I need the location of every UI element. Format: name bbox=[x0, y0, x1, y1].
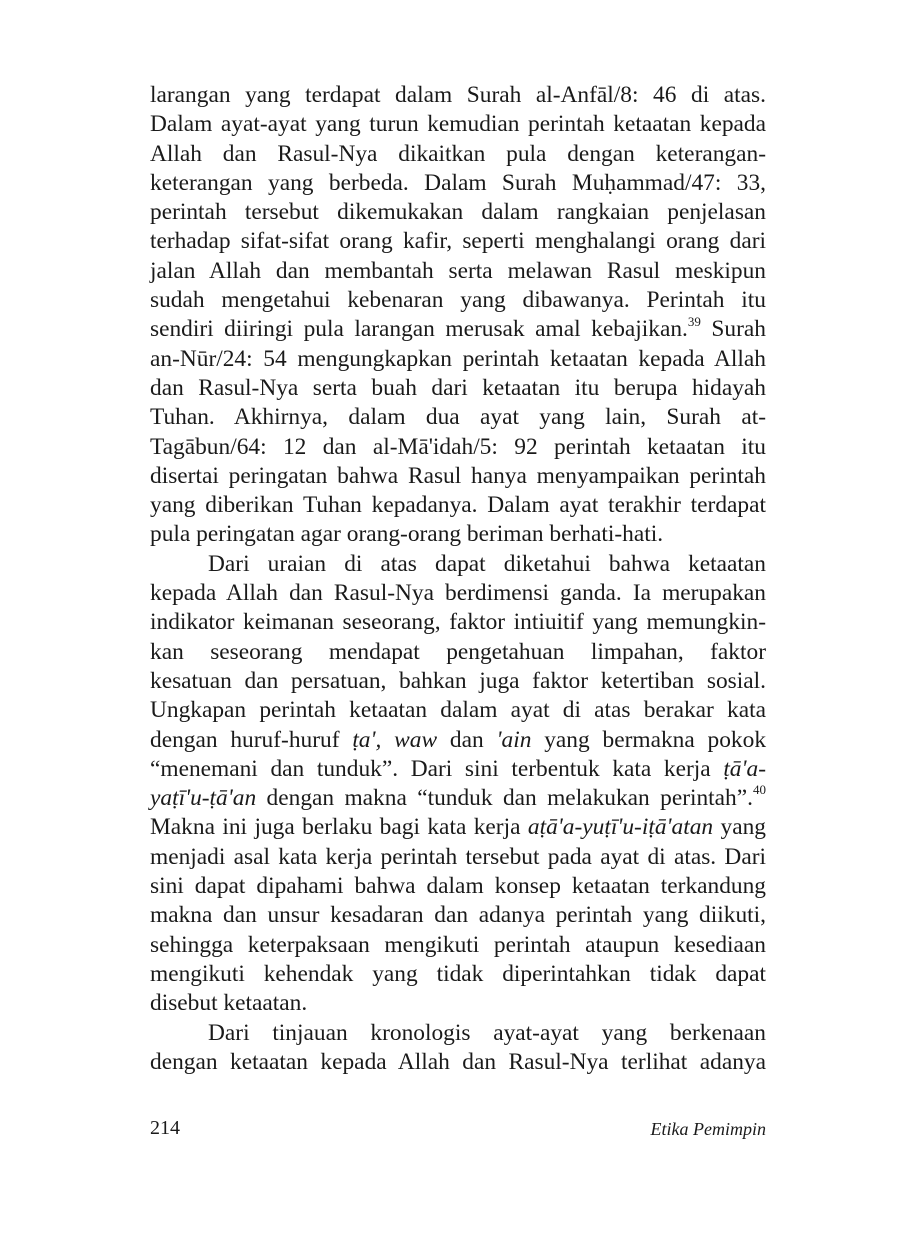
transliteration: aṭā'a-yuṭī'u-iṭā'atan bbox=[527, 814, 714, 841]
text-line: kan seseorang mendapat pengetahuan limpahan, faktor bbox=[150, 638, 766, 665]
text-line: sehingga keterpaksaan mengikuti perintah ataupun kesediaan bbox=[150, 931, 766, 958]
text-line: Dari tinjauan kronologis ayat-ayat yang berkenaan bbox=[208, 1019, 766, 1046]
text-line: jalan Allah dan membantah serta melawan Rasul meskipun bbox=[150, 257, 766, 284]
text-line: Ungkapan perintah ketaatan dalam ayat di atas berakar kata bbox=[150, 697, 766, 724]
text-line: Dalam ayat-ayat yang turun kemudian perintah ketaatan kepada bbox=[150, 111, 766, 138]
text-segment: yang bbox=[713, 814, 766, 841]
text-line bbox=[150, 315, 766, 344]
text-segment: “menemani dan tunduk”. Dari sini terbentuk kata kerja bbox=[150, 755, 724, 782]
text-segment: yang bermakna pokok bbox=[531, 726, 767, 753]
text-line: makna dan unsur kesadaran dan adanya perintah yang diikuti, bbox=[150, 902, 766, 929]
text-line: dengan ketaatan kepada Allah dan Rasul-Nya terlihat adanya bbox=[150, 1048, 766, 1075]
body-text bbox=[150, 81, 766, 1077]
text-line: pula peringatan agar orang-orang beriman berhati-hati. bbox=[150, 521, 664, 548]
transliteration: yaṭī'u-ṭā'an bbox=[150, 785, 257, 812]
text-line bbox=[150, 784, 766, 813]
text-line: yang diberikan Tuhan kepadanya. Dalam ayat terakhir terdapat bbox=[150, 492, 766, 519]
text-segment: Makna ini juga berlaku bagi kata kerja bbox=[150, 814, 528, 841]
text-segment: sendiri diiringi pula larangan merusak amal kebajikan. bbox=[150, 316, 688, 343]
text-line: disertai peringatan bahwa Rasul hanya menyampaikan perintah bbox=[150, 462, 766, 489]
text-line: Tagābun/64: 12 dan al-Mā'idah/5: 92 perintah ketaatan itu bbox=[150, 433, 766, 460]
text-line: disebut ketaatan. bbox=[150, 990, 308, 1017]
text-line: an-Nūr/24: 54 mengungkapkan perintah ketaatan kepada Allah bbox=[150, 345, 766, 372]
text-line: Allah dan Rasul-Nya dikaitkan pula dengan keterangan- bbox=[150, 140, 766, 167]
text-segment: dan bbox=[437, 726, 497, 753]
text-line bbox=[150, 726, 766, 755]
transliteration: 'ain bbox=[496, 726, 532, 753]
text-line: sudah mengetahui kebenaran yang dibawanya. Perintah itu bbox=[150, 287, 766, 314]
text-segment: Surah bbox=[700, 316, 766, 343]
running-title: Etika Pemimpin bbox=[650, 1119, 766, 1139]
page-number: 214 bbox=[150, 1117, 180, 1139]
footnote-marker: 39 bbox=[687, 313, 701, 329]
text-line: keterangan yang berbeda. Dalam Surah Muḥammad/47: 33, bbox=[150, 169, 766, 196]
text-segment: dengan makna “tunduk dan melakukan perintah”. bbox=[256, 785, 753, 812]
text-line: larangan yang terdapat dalam Surah al-Anfāl/8: 46 di atas. bbox=[150, 82, 766, 108]
text-line: menjadi asal kata kerja perintah tersebut pada ayat di atas. Dari bbox=[150, 843, 766, 870]
text-line: mengikuti kehendak yang tidak diperintahkan tidak dapat bbox=[150, 960, 766, 987]
text-line: sini dapat dipahami bahwa dalam konsep ketaatan terkandung bbox=[150, 873, 766, 900]
text-line: Tuhan. Akhirnya, dalam dua ayat yang lain, Surah at- bbox=[150, 404, 766, 431]
text-line: kepada Allah dan Rasul-Nya berdimensi ganda. Ia merupakan bbox=[150, 580, 766, 607]
footnote-marker: 40 bbox=[753, 782, 766, 798]
text-line bbox=[150, 755, 766, 784]
transliteration: ṭa', waw bbox=[352, 726, 438, 753]
text-line: indikator keimanan seseorang, faktor intiuitif yang memungkin- bbox=[150, 609, 766, 636]
text-line bbox=[150, 813, 766, 842]
text-line: terhadap sifat-sifat orang kafir, seperti menghalangi orang dari bbox=[150, 228, 766, 255]
text-line: kesatuan dan persatuan, bahkan juga faktor ketertiban sosial. bbox=[150, 667, 766, 694]
text-line: perintah tersebut dikemukakan dalam rangkaian penjelasan bbox=[150, 199, 766, 226]
text-segment: dengan huruf-huruf bbox=[150, 726, 353, 753]
transliteration: ṭā'a- bbox=[723, 755, 766, 782]
text-line: dan Rasul-Nya serta buah dari ketaatan itu berupa hidayah bbox=[150, 374, 766, 401]
text-line: Dari uraian di atas dapat diketahui bahwa ketaatan bbox=[208, 550, 766, 577]
